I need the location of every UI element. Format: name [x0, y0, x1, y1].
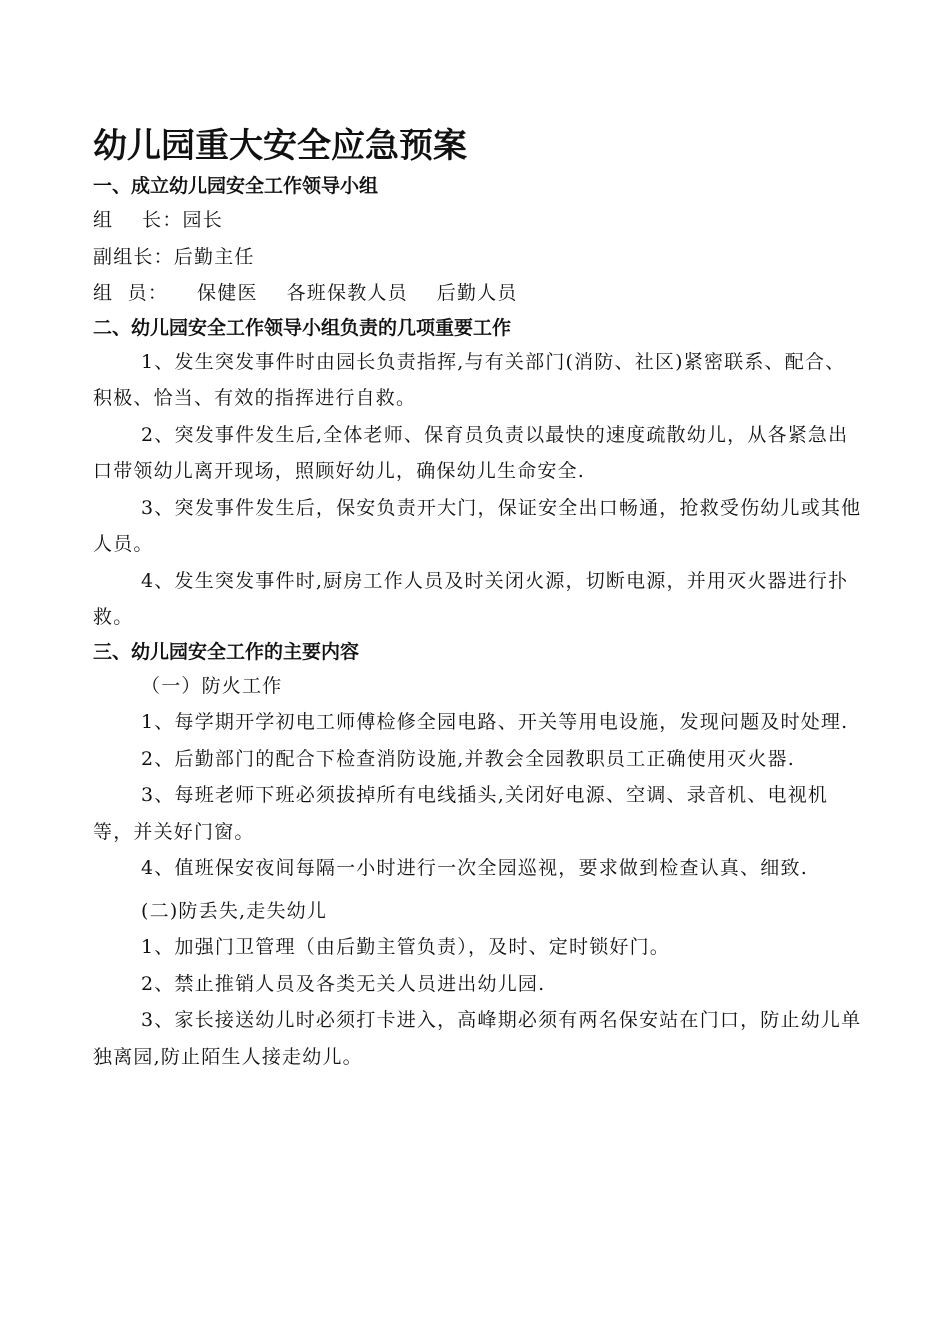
members-line: 组 员： 保健医 各班保教人员 后勤人员: [93, 282, 518, 304]
document-title: 幼儿园重大安全应急预案: [93, 126, 467, 166]
subsection-1-item-4: 4、值班保安夜间每隔一小时进行一次全园巡视，要求做到检查认真、细致.: [141, 857, 808, 879]
leader-line: 组 长：园长: [93, 209, 223, 231]
subsection-2-item-3: 3、家长接送幼儿时必须打卡进入，高峰期必须有两名保安站在门口，防止幼儿单独离园,防止陌生人接走幼儿。: [93, 1009, 862, 1068]
section-2-item-4: 4、发生突发事件时,厨房工作人员及时关闭火源，切断电源，并用灭火器进行扑救。: [93, 569, 849, 628]
subsection-2-item-2: 2、禁止推销人员及各类无关人员进出幼儿园.: [141, 972, 546, 995]
subsection-1-item-2: 2、后勤部门的配合下检查消防设施,并教会全园教职员工正确使用灭火器.: [141, 747, 795, 770]
subsection-1-item-3: 3、每班老师下班必须拔掉所有电线插头,关闭好电源、空调、录音机、电视机等，并关好门窗。: [93, 784, 829, 843]
section-2-heading: 二、幼儿园安全工作领导小组负责的几项重要工作: [93, 316, 512, 339]
deputy-line: 副组长：后勤主任: [93, 245, 255, 268]
section-1-heading: 一、成立幼儿园安全工作领导小组: [93, 175, 379, 197]
section-3-heading: 三、幼儿园安全工作的主要内容: [93, 640, 360, 663]
subsection-2-item-1: 1、加强门卫管理（由后勤主管负责），及时、定时锁好门。: [141, 936, 670, 958]
subsection-2-heading: (二)防丢失,走失幼儿: [141, 899, 328, 922]
section-2-item-1: 1、发生突发事件时由园长负责指挥,与有关部门(消防、社区)紧密联系、配合、积极、恰当、有效的指挥进行自救。: [93, 350, 846, 409]
section-2-item-2: 2、突发事件发生后,全体老师、保育员负责以最快的速度疏散幼儿，从各紧急出口带领幼儿离开现场，照顾好幼儿，确保幼儿生命安全.: [93, 423, 849, 482]
document-page: [93, 122, 863, 1075]
subsection-1-item-1: 1、每学期开学初电工师傅检修全园电路、开关等用电设施，发现问题及时处理.: [141, 711, 849, 733]
subsection-1-heading: （一）防火工作: [141, 674, 283, 697]
section-2-item-3: 3、突发事件发生后，保安负责开大门，保证安全出口畅通，抢救受伤幼儿或其他人员。: [93, 496, 862, 555]
